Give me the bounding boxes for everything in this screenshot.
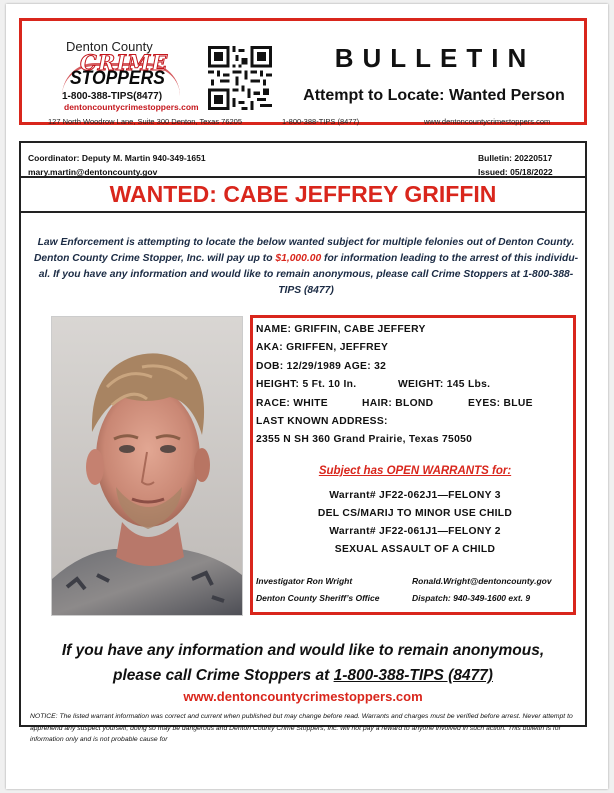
intro-text-2: for information leading to the arrest of this individu-al. If you have any information and would like to remain anonymous, please call Crime Stoppers at 1-800-388-TIPS (8477) (38, 253, 579, 296)
bulletin-title: BULLETIN (334, 43, 536, 73)
header-phone: 1-800-388-TIPS (8477) (282, 117, 360, 126)
issued-date: Issued: 05/18/2022 (478, 167, 553, 177)
coordinator-name: Coordinator: Deputy M. Martin 940-349-1651 (28, 153, 206, 163)
logo-phone: 1-800-388-TIPS(8477) (62, 91, 163, 102)
header-website: www.dentoncountycrimestoppers.com (424, 117, 551, 126)
warrant-line: Warrant# JF22-062J1—FELONY 3 (329, 490, 501, 501)
closing-line-1: If you have any information and would like to remain anonymous, (61, 642, 545, 659)
subject-weight: WEIGHT: 145 Lbs. (398, 379, 491, 391)
warrants-heading: Subject has OPEN WARRANTS for: (318, 465, 512, 477)
coordinator-email: mary.martin@dentoncounty.gov (28, 167, 158, 177)
closing-line-2 (28, 663, 578, 688)
warrant-line: DEL CS/MARIJ TO MINOR USE CHILD (317, 508, 513, 519)
website-link[interactable]: www.dentoncountycrimestoppers.com (183, 689, 423, 704)
legal-notice: NOTICE: The listed warrant information was correct and current when published but may change before read. Warrants and charges must be verified before arrest. Never attempt to apprehend any suspect yourself; doing so may be dangerous and Denton County Crime Stoppers, Inc. will not pay a reward to anyone involved in such action. This bulletin is for information only and is not probable cause for (30, 713, 573, 743)
intro-paragraph (30, 235, 582, 299)
investigator-right (412, 573, 552, 607)
investigator-office: Denton County Sheriff’s Office (256, 593, 380, 603)
subject-eyes: EYES: BLUE (468, 397, 533, 409)
investigator-email: Ronald.Wright@dentoncounty.gov (412, 576, 552, 586)
reward-amount: $1,000.00 (275, 253, 322, 264)
warrants-list (260, 487, 570, 559)
subject-height-weight-row (256, 376, 491, 394)
subject-details (256, 321, 533, 450)
subject-race-hair-eyes-row (256, 395, 533, 413)
coordinator-block (28, 151, 206, 179)
warrant-line: Warrant# JF22-061J1—FELONY 2 (329, 526, 501, 537)
logo-county: Denton County (66, 39, 153, 54)
dispatch-phone: Dispatch: 940-349-1600 ext. 9 (412, 593, 531, 603)
bulletin-info-block (478, 151, 553, 179)
qr-code-icon (208, 46, 272, 110)
closing-phone-link[interactable]: 1-800-388-TIPS (8477) (333, 667, 493, 684)
intro-text-1: Law Enforcement is attempting to locate the below wanted subject for multiple felonies out of Denton County. Denton County Crime Stopper, Inc. will pay up to (33, 237, 575, 264)
suspect-photo (51, 316, 243, 616)
crime-stoppers-logo (62, 39, 212, 114)
closing-message (28, 638, 578, 688)
closing-line-2-text: please call Crime Stoppers at (113, 667, 334, 684)
subject-hair: HAIR: BLOND (362, 397, 434, 409)
subject-aka: AKA: GRIFFEN, JEFFREY (256, 342, 389, 354)
bulletin-subtitle: Attempt to Locate: Wanted Person (303, 87, 565, 104)
subject-name: NAME: GRIFFIN, CABE JEFFERY (256, 324, 426, 335)
subject-dob: DOB: 12/29/1989 AGE: 32 (256, 360, 387, 372)
logo-stoppers: STOPPERS (70, 68, 165, 89)
investigator-left (256, 573, 379, 607)
investigator-name: Investigator Ron Wright (256, 576, 353, 586)
header-box (19, 18, 587, 125)
header-address: 127 North Woodrow Lane, Suite 300 Denton, Texas 76205 (48, 117, 243, 126)
subject-height: HEIGHT: 5 Ft. 10 In. (256, 379, 357, 391)
logo-crime: CRIME (80, 50, 169, 75)
subject-race: RACE: WHITE (256, 397, 328, 409)
wanted-bar (21, 176, 585, 213)
bulletin-number: Bulletin: 20220517 (478, 153, 553, 163)
wanted-heading: WANTED: CABE JEFFREY GRIFFIN (109, 181, 497, 207)
subject-address-label: LAST KNOWN ADDRESS: (256, 415, 388, 427)
warrant-line: SEXUAL ASSAULT OF A CHILD (334, 544, 496, 555)
logo-website: dentoncountycrimestoppers.com (64, 102, 199, 112)
subject-address: 2355 N SH 360 Grand Prairie, Texas 75050 (256, 434, 473, 446)
